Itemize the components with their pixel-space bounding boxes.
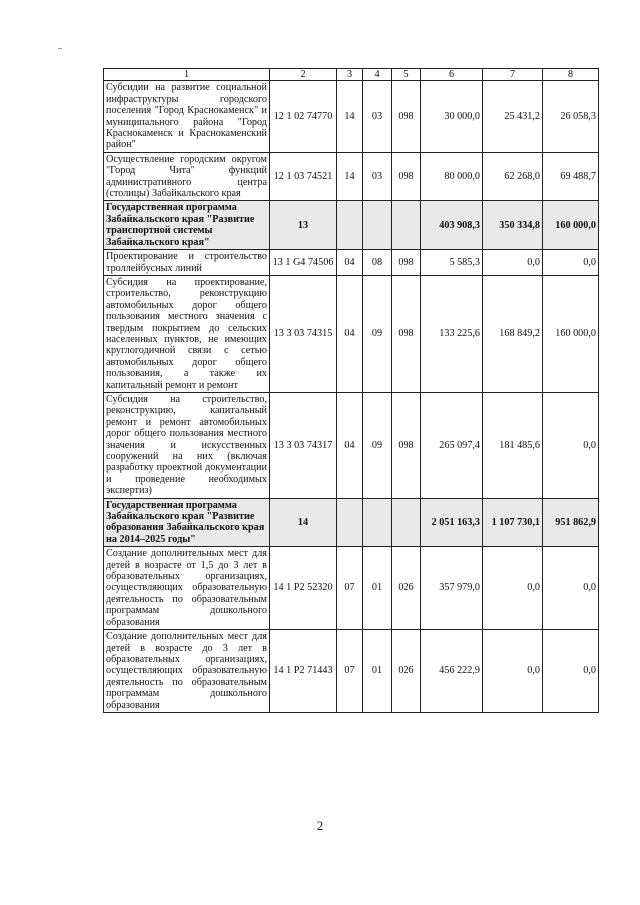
table-row [104, 547, 599, 630]
row-amount-2022-cell: 80 000,0 [421, 152, 483, 201]
row-col4-cell: 08 [363, 250, 392, 276]
row-name-cell: Создание дополнительных мест для детей в возрасте до 3 лет в образовательных организациях, осуществляющих образовательную деятельность по образовательным программам дошкольного образования [104, 630, 270, 713]
header-cell-4: 4 [363, 69, 392, 81]
row-amount-2024-cell: 0,0 [543, 250, 599, 276]
table-row [104, 630, 599, 713]
row-col3-cell [337, 498, 363, 547]
row-name-cell: Создание дополнительных мест для детей в возрасте от 1,5 до 3 лет в образовательных организациях, осуществляющих образовательную деятельность по образовательным программам дошкольного образования [104, 547, 270, 630]
row-col4-cell: 03 [363, 152, 392, 201]
row-code-cell: 12 1 02 74770 [270, 81, 337, 152]
row-col3-cell: 14 [337, 81, 363, 152]
row-name-cell: Государственная программа Забайкальского края "Развитие транспортной системы Забайкальского края" [104, 201, 270, 250]
row-amount-2023-cell: 168 849,2 [483, 275, 543, 392]
row-code-cell: 14 1 P2 71443 [270, 630, 337, 713]
header-cell-2: 2 [270, 69, 337, 81]
row-code-cell: 13 [270, 201, 337, 250]
row-amount-2022-cell: 133 225,6 [421, 275, 483, 392]
row-name-cell: Субсидия на проектирование, строительство, реконструкцию автомобильных дорог общего пользования местного значения с твердым покрытием до сельских населенных пунктов, не имеющих круглогодичной связи с сетью автомобильных дорог общего пользования, а также их капитальный ремонт и ремонт [104, 275, 270, 392]
row-col5-cell: 026 [392, 630, 421, 713]
header-cell-6: 6 [421, 69, 483, 81]
header-cell-3: 3 [337, 69, 363, 81]
row-amount-2023-cell: 181 485,6 [483, 392, 543, 498]
row-amount-2024-cell: 0,0 [543, 547, 599, 630]
row-code-cell: 12 1 03 74521 [270, 152, 337, 201]
table-row [104, 392, 599, 498]
row-amount-2024-cell: 160 000,0 [543, 275, 599, 392]
row-col3-cell: 07 [337, 630, 363, 713]
row-amount-2023-cell: 0,0 [483, 250, 543, 276]
row-col4-cell: 09 [363, 275, 392, 392]
row-name-cell: Проектирование и строительство троллейбусных линий [104, 250, 270, 276]
row-name-cell: Субсидии на развитие социальной инфраструктуры городского поселения "Город Краснокаменск" и муниципального района "Город Краснокаменск и Краснокаменский район" [104, 81, 270, 152]
row-name-cell: Осуществление городским округом "Город Чита" функций административного центра (столицы) Забайкальского края [104, 152, 270, 201]
row-col5-cell [392, 201, 421, 250]
row-code-cell: 13 3 03 74315 [270, 275, 337, 392]
table-row [104, 250, 599, 276]
table-row [104, 275, 599, 392]
row-amount-2024-cell: 160 000,0 [543, 201, 599, 250]
header-cell-5: 5 [392, 69, 421, 81]
row-amount-2022-cell: 357 979,0 [421, 547, 483, 630]
row-amount-2022-cell: 403 908,3 [421, 201, 483, 250]
row-amount-2024-cell: 69 488,7 [543, 152, 599, 201]
header-cell-8: 8 [543, 69, 599, 81]
header-cell-1: 1 [104, 69, 270, 81]
row-name-cell: Субсидия на строительство, реконструкцию, капитальный ремонт и ремонт автомобильных дорог общего пользования местного значения и искусственных сооружений на них (включая разработку проектной документации и проведение необходимых экспертиз) [104, 392, 270, 498]
row-code-cell: 13 1 G4 74506 [270, 250, 337, 276]
header-row [104, 69, 599, 81]
row-amount-2022-cell: 456 222,9 [421, 630, 483, 713]
row-code-cell: 13 3 03 74317 [270, 392, 337, 498]
row-col4-cell: 03 [363, 81, 392, 152]
row-col5-cell: 098 [392, 152, 421, 201]
row-col3-cell: 04 [337, 275, 363, 392]
row-amount-2022-cell: 30 000,0 [421, 81, 483, 152]
row-col5-cell: 026 [392, 547, 421, 630]
page-number: 2 [316, 818, 324, 833]
table-row [104, 152, 599, 201]
row-code-cell: 14 1 P2 52320 [270, 547, 337, 630]
table-row [104, 81, 599, 152]
row-col5-cell: 098 [392, 275, 421, 392]
row-col4-cell: 01 [363, 630, 392, 713]
program-row [104, 498, 599, 547]
row-col5-cell: 098 [392, 250, 421, 276]
row-name-cell: Государственная программа Забайкальского края "Развитие образования Забайкальского края на 2014–2025 годы" [104, 498, 270, 547]
row-amount-2022-cell: 5 585,3 [421, 250, 483, 276]
row-amount-2022-cell: 2 051 163,3 [421, 498, 483, 547]
program-row [104, 201, 599, 250]
row-amount-2023-cell: 62 268,0 [483, 152, 543, 201]
row-amount-2023-cell: 1 107 730,1 [483, 498, 543, 547]
row-col3-cell: 14 [337, 152, 363, 201]
header-cell-7: 7 [483, 69, 543, 81]
row-col3-cell: 04 [337, 392, 363, 498]
row-col4-cell [363, 201, 392, 250]
row-amount-2024-cell: 0,0 [543, 630, 599, 713]
row-amount-2024-cell: 26 058,3 [543, 81, 599, 152]
scan-mark [58, 48, 62, 49]
row-col4-cell [363, 498, 392, 547]
row-col5-cell: 098 [392, 81, 421, 152]
row-col3-cell: 07 [337, 547, 363, 630]
row-col4-cell: 09 [363, 392, 392, 498]
row-col4-cell: 01 [363, 547, 392, 630]
row-amount-2023-cell: 25 431,2 [483, 81, 543, 152]
row-amount-2023-cell: 0,0 [483, 630, 543, 713]
row-amount-2023-cell: 350 334,8 [483, 201, 543, 250]
row-amount-2024-cell: 0,0 [543, 392, 599, 498]
budget-table [103, 68, 599, 713]
row-code-cell: 14 [270, 498, 337, 547]
row-col3-cell [337, 201, 363, 250]
row-col3-cell: 04 [337, 250, 363, 276]
row-amount-2022-cell: 265 097,4 [421, 392, 483, 498]
row-amount-2024-cell: 951 862,9 [543, 498, 599, 547]
row-col5-cell [392, 498, 421, 547]
row-amount-2023-cell: 0,0 [483, 547, 543, 630]
row-col5-cell: 098 [392, 392, 421, 498]
